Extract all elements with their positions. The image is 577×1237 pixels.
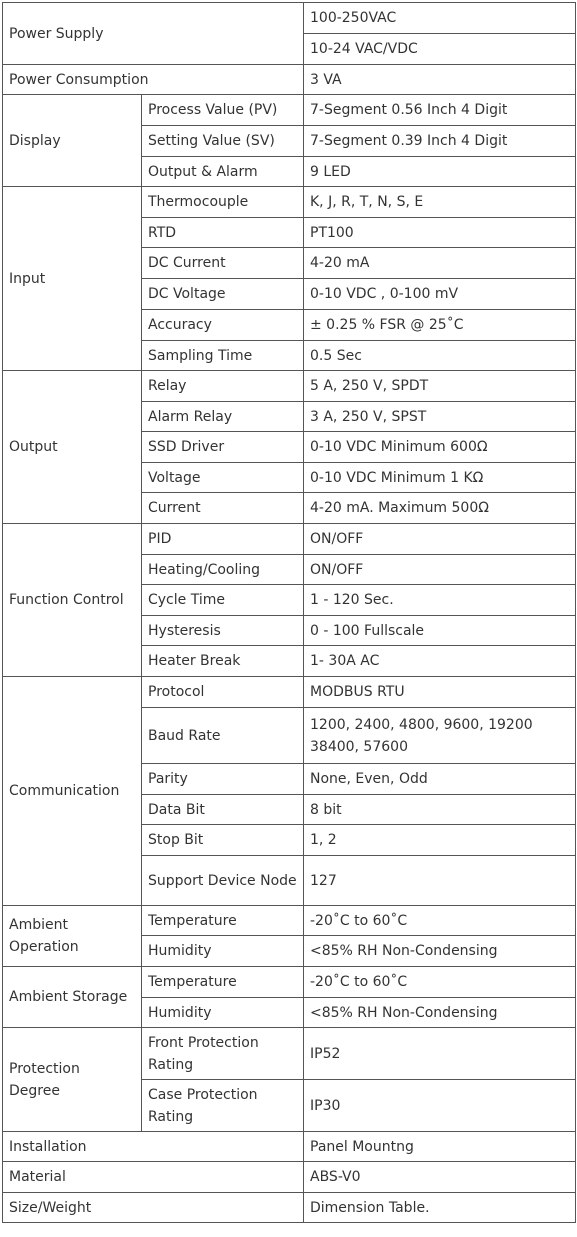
spec-label: Heater Break [142, 646, 304, 677]
category-communication: Communication [3, 677, 142, 906]
spec-label: Front Protection Rating [142, 1028, 304, 1080]
value-material: ABS-V0 [304, 1162, 576, 1193]
spec-label: DC Current [142, 248, 304, 279]
spec-value: 7-Segment 0.56 Inch 4 Digit [304, 95, 576, 126]
value-size-weight: Dimension Table. [304, 1193, 576, 1223]
spec-value: <85% RH Non-Condensing [304, 936, 576, 967]
spec-label: Parity [142, 764, 304, 795]
spec-label: Alarm Relay [142, 402, 304, 432]
category-input: Input [3, 187, 142, 371]
spec-value: 0 - 100 Fullscale [304, 616, 576, 646]
spec-label: Stop Bit [142, 825, 304, 856]
value-power-consumption: 3 VA [304, 65, 576, 95]
spec-label: SSD Driver [142, 432, 304, 463]
spec-label: PID [142, 524, 304, 555]
table-row [3, 524, 576, 555]
spec-value: ON/OFF [304, 555, 576, 585]
spec-value: -20˚C to 60˚C [304, 967, 576, 998]
spec-label: Baud Rate [142, 708, 304, 764]
category-ambient-operation: Ambient Operation [3, 906, 142, 967]
spec-label: Temperature [142, 967, 304, 998]
spec-value: PT100 [304, 218, 576, 248]
spec-label: Voltage [142, 463, 304, 493]
spec-value: 1, 2 [304, 825, 576, 856]
spec-label: Sampling Time [142, 341, 304, 371]
spec-label: Process Value (PV) [142, 95, 304, 126]
spec-label: RTD [142, 218, 304, 248]
category-ambient-storage: Ambient Storage [3, 967, 142, 1028]
spec-value: <85% RH Non-Condensing [304, 998, 576, 1028]
spec-value: 0-10 VDC Minimum 600Ω [304, 432, 576, 463]
spec-value: 1 - 120 Sec. [304, 585, 576, 616]
table-row [3, 65, 576, 95]
category-power-consumption: Power Consumption [3, 65, 304, 95]
spec-label: DC Voltage [142, 279, 304, 310]
value-power-supply: 10-24 VAC/VDC [304, 34, 576, 65]
value-power-supply: 100-250VAC [304, 3, 576, 34]
spec-table [2, 2, 576, 1223]
spec-label: Output & Alarm [142, 157, 304, 187]
table-row [3, 967, 576, 998]
table-row [3, 187, 576, 218]
value-installation: Panel Mountng [304, 1132, 576, 1162]
spec-value: IP30 [304, 1080, 576, 1132]
category-material: Material [3, 1162, 304, 1193]
spec-value: 0-10 VDC Minimum 1 KΩ [304, 463, 576, 493]
spec-value: -20˚C to 60˚C [304, 906, 576, 936]
spec-value: IP52 [304, 1028, 576, 1080]
spec-value: 1- 30A AC [304, 646, 576, 677]
spec-value: 8 bit [304, 795, 576, 825]
spec-value: 0.5 Sec [304, 341, 576, 371]
spec-label: Humidity [142, 936, 304, 967]
spec-value: 4-20 mA [304, 248, 576, 279]
spec-value: MODBUS RTU [304, 677, 576, 708]
spec-label: Case Protection Rating [142, 1080, 304, 1132]
table-row [3, 1193, 576, 1223]
category-output: Output [3, 371, 142, 524]
spec-value: 9 LED [304, 157, 576, 187]
table-row [3, 1028, 576, 1080]
table-row [3, 95, 576, 126]
table-row [3, 906, 576, 936]
spec-value: 4-20 mA. Maximum 500Ω [304, 493, 576, 524]
spec-value: 3 A, 250 V, SPST [304, 402, 576, 432]
spec-value: K, J, R, T, N, S, E [304, 187, 576, 218]
category-function-control: Function Control [3, 524, 142, 677]
spec-label: Heating/Cooling [142, 555, 304, 585]
spec-label: Temperature [142, 906, 304, 936]
category-display: Display [3, 95, 142, 187]
table-row [3, 1162, 576, 1193]
table-row [3, 371, 576, 402]
spec-value: 0-10 VDC , 0-100 mV [304, 279, 576, 310]
spec-value: None, Even, Odd [304, 764, 576, 795]
spec-label: Cycle Time [142, 585, 304, 616]
spec-value: 1200, 2400, 4800, 9600, 19200 38400, 57600 [304, 708, 576, 764]
spec-value: 127 [304, 856, 576, 906]
spec-label: Humidity [142, 998, 304, 1028]
spec-label: Protocol [142, 677, 304, 708]
spec-label: Hysteresis [142, 616, 304, 646]
category-size-weight: Size/Weight [3, 1193, 304, 1223]
spec-label: Accuracy [142, 310, 304, 341]
category-protection-degree: Protection Degree [3, 1028, 142, 1132]
spec-label: Data Bit [142, 795, 304, 825]
table-row [3, 3, 576, 34]
spec-label: Relay [142, 371, 304, 402]
spec-label: Current [142, 493, 304, 524]
category-installation: Installation [3, 1132, 304, 1162]
category-power-supply: Power Supply [3, 3, 304, 65]
spec-value: 7-Segment 0.39 Inch 4 Digit [304, 126, 576, 157]
table-row [3, 1132, 576, 1162]
spec-label: Support Device Node [142, 856, 304, 906]
spec-value: ± 0.25 % FSR @ 25˚C [304, 310, 576, 341]
spec-label: Thermocouple [142, 187, 304, 218]
spec-value: ON/OFF [304, 524, 576, 555]
table-row [3, 677, 576, 708]
spec-label: Setting Value (SV) [142, 126, 304, 157]
spec-value: 5 A, 250 V, SPDT [304, 371, 576, 402]
